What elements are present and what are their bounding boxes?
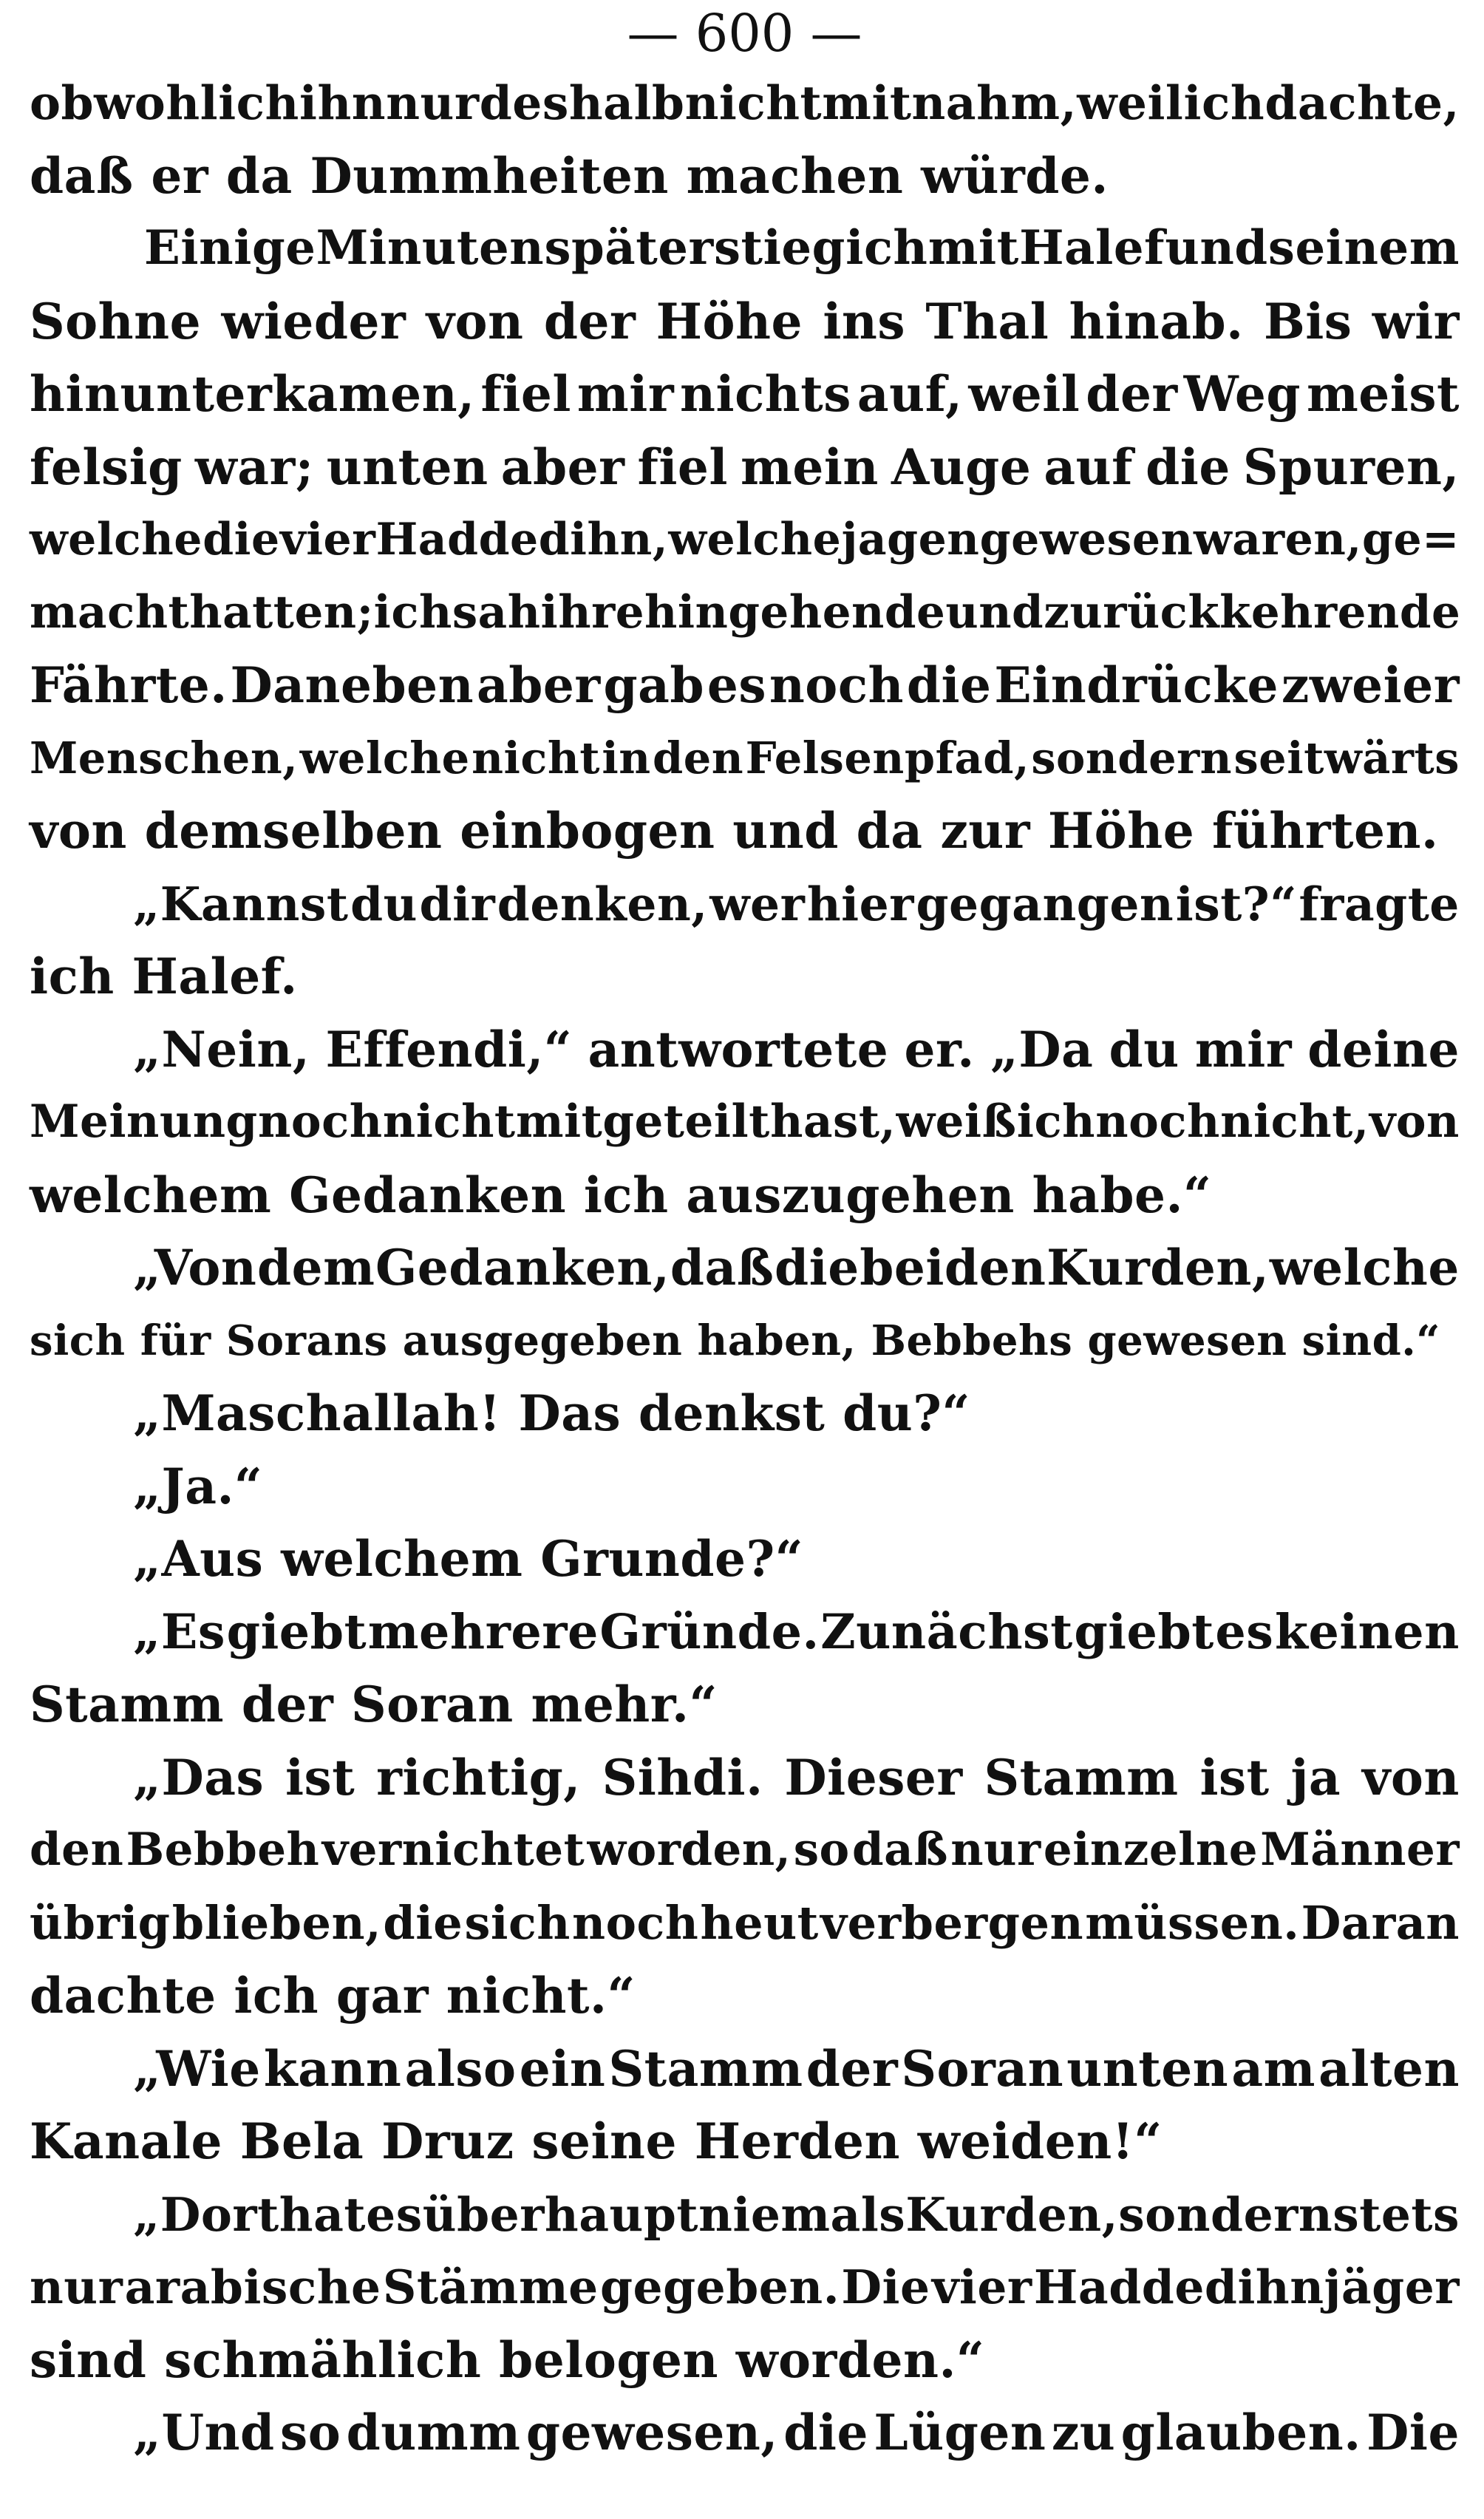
word: verbergen: [820, 1895, 1084, 1950]
word: welche: [668, 514, 842, 565]
word: Meinung: [30, 1095, 258, 1148]
text-line: [30, 722, 1460, 795]
word: waren,: [1193, 514, 1362, 565]
word: nicht.“: [446, 1967, 636, 2025]
word: am: [1231, 2039, 1315, 2098]
word: dir: [419, 876, 496, 931]
word: ich: [845, 220, 928, 276]
word: Gründe.: [599, 1603, 820, 1660]
word: stets: [1332, 2186, 1460, 2242]
word: mit: [928, 220, 1019, 276]
word: hingehende: [644, 585, 946, 639]
word: fragte: [1298, 876, 1460, 931]
word: Soran: [901, 2039, 1064, 2098]
word: auf,: [857, 365, 963, 423]
word: die: [783, 2404, 868, 2461]
text-line: [30, 1231, 1460, 1305]
word: meist: [1306, 365, 1460, 423]
word: ja: [1290, 1748, 1341, 1806]
word: Lügen: [874, 2404, 1046, 2461]
word: „Maschallah!: [133, 1384, 501, 1442]
word: „Aus: [133, 1530, 264, 1588]
word: keinen: [1274, 1603, 1460, 1660]
word: Höhe: [656, 292, 803, 350]
word: wir: [1372, 292, 1460, 350]
word: Halef.: [132, 948, 298, 1005]
word: Kurden,: [905, 2186, 1119, 2242]
word: da: [225, 146, 293, 205]
word: macht: [30, 585, 190, 639]
word: belogen: [499, 2331, 718, 2389]
word: seine: [531, 2112, 678, 2170]
word: sah: [452, 585, 541, 639]
text-line: [30, 1013, 1460, 1087]
word: „Da: [990, 1020, 1094, 1078]
word: den: [30, 1823, 124, 1876]
word: hier: [806, 876, 914, 931]
text-line: [30, 1959, 1460, 2033]
text-line: [30, 67, 1460, 140]
word: Haddedihnjäger: [1033, 2260, 1460, 2314]
word: ich: [1016, 1095, 1095, 1148]
word: daß: [670, 1239, 775, 1296]
word: arabische: [124, 2260, 381, 2314]
word: ge=: [1362, 514, 1460, 565]
word: für: [140, 1316, 211, 1365]
word: seinem: [1267, 220, 1460, 276]
word: Effendi,“: [325, 1020, 573, 1078]
text-line: [30, 2324, 1460, 2397]
word: Die: [1366, 2404, 1460, 2461]
page-body: [30, 67, 1460, 2469]
word: heut: [700, 1895, 819, 1950]
word: ist: [285, 1748, 355, 1806]
word: sondern: [1031, 732, 1233, 783]
word: richtig,: [376, 1748, 581, 1806]
word: Druz: [381, 2112, 514, 2170]
word: es: [707, 656, 766, 714]
word: Soran: [351, 1676, 514, 1733]
word: mir: [1194, 1020, 1293, 1078]
word: daß: [851, 1823, 949, 1876]
word: Minuten: [316, 220, 545, 276]
text-line: [30, 1814, 1460, 1887]
word: Sohne: [30, 292, 202, 350]
word: Daneben: [230, 656, 474, 714]
word: zur: [940, 802, 1031, 860]
word: von: [1362, 1748, 1460, 1806]
word: gewesen: [1087, 1316, 1287, 1365]
word: weil: [968, 365, 1080, 423]
text-line: [30, 649, 1460, 722]
word: der: [241, 1676, 334, 1733]
word: unten: [1066, 2039, 1229, 2098]
word: welche: [1269, 1239, 1460, 1296]
word: fiel: [637, 438, 728, 496]
word: zurückkehrende: [1044, 585, 1461, 639]
word: die: [1146, 438, 1231, 496]
text-line: [30, 940, 1460, 1013]
word: Spuren,: [1242, 438, 1460, 496]
word: du: [350, 876, 418, 931]
word: einbogen: [460, 802, 715, 860]
word: in: [602, 732, 651, 783]
text-line: [30, 2396, 1460, 2469]
word: demselben: [144, 802, 443, 860]
word: obwohl: [30, 75, 219, 130]
word: dachte: [30, 1967, 217, 2025]
word: vernichtet: [321, 1823, 585, 1876]
word: später: [544, 220, 714, 276]
word: schmählich: [164, 2331, 482, 2389]
word: mehrere: [367, 1603, 599, 1660]
text-line: [30, 1887, 1460, 1960]
word: Sorans: [225, 1316, 388, 1365]
word: giebt: [226, 1603, 367, 1660]
text-line: [30, 795, 1460, 868]
word: Weg: [1183, 365, 1301, 423]
word: wer: [709, 876, 806, 931]
text-line: [30, 503, 1460, 577]
word: von: [1369, 1095, 1460, 1148]
word: Bis: [1263, 292, 1352, 350]
word: vier: [279, 514, 376, 565]
word: welchem: [30, 1166, 272, 1224]
word: auszugehen: [686, 1166, 1015, 1224]
word: Thal: [925, 292, 1049, 350]
word: Dieser: [784, 1748, 963, 1806]
text-line: [30, 1741, 1460, 1815]
word: müssen.: [1085, 1895, 1300, 1950]
word: Kurden,: [1046, 1239, 1270, 1296]
word: glauben.: [1120, 2404, 1361, 2461]
word: Daran: [1301, 1895, 1460, 1950]
word: „Von: [133, 1239, 257, 1296]
word: vier: [931, 2260, 1032, 2314]
word: er: [151, 146, 209, 205]
word: nicht: [684, 75, 823, 130]
word: „Kannst: [133, 876, 349, 931]
word: ich: [218, 75, 299, 130]
word: „Das: [133, 1748, 265, 1806]
word: ein: [519, 2039, 606, 2098]
word: daß: [30, 146, 134, 205]
word: machen: [686, 146, 904, 205]
word: gewesen: [979, 514, 1194, 565]
word: kann: [263, 2039, 402, 2098]
word: aber: [476, 656, 601, 714]
word: worden,: [587, 1823, 792, 1876]
word: Männer: [1260, 1823, 1460, 1876]
text-line: [30, 285, 1460, 358]
word: weil: [1077, 75, 1184, 130]
word: blieben,: [171, 1895, 382, 1950]
word: Einige: [144, 220, 316, 276]
word: beiden: [860, 1239, 1046, 1296]
word: gegeben.: [599, 2260, 840, 2314]
word: welche: [30, 514, 202, 565]
word: dumm: [346, 2404, 521, 2461]
text-line: [30, 1086, 1460, 1159]
word: sondern: [1118, 2186, 1333, 2242]
word: Stamm: [30, 1676, 225, 1733]
word: nicht: [472, 732, 600, 783]
word: und: [732, 802, 839, 860]
text-line: [30, 577, 1460, 650]
word: deine: [1307, 1020, 1460, 1078]
word: ich: [1183, 75, 1265, 130]
word: „Und: [133, 2404, 275, 2461]
word: „Wie: [133, 2039, 261, 2098]
word: von: [30, 802, 127, 860]
word: Bela: [239, 2112, 364, 2170]
word: es: [366, 2186, 423, 2242]
word: worden.“: [735, 2331, 985, 2389]
word: weiß: [896, 1095, 1017, 1148]
text-line: [30, 868, 1460, 941]
word: die: [774, 1239, 860, 1296]
word: welchem: [281, 1530, 523, 1588]
word: nur: [950, 1823, 1041, 1876]
word: Menschen,: [30, 732, 299, 783]
word: habe.“: [1032, 1166, 1212, 1224]
word: denken,: [497, 876, 708, 931]
word: nur: [386, 75, 480, 130]
word: dachte,: [1265, 75, 1460, 130]
word: giebt: [1074, 1603, 1214, 1660]
word: nicht: [382, 1095, 516, 1148]
text-line: [30, 1377, 1460, 1450]
word: alten: [1318, 2039, 1460, 2098]
text-line: [30, 212, 1460, 285]
word: wieder: [221, 292, 406, 350]
word: übrig: [30, 1895, 171, 1950]
word: hinab.: [1069, 292, 1244, 350]
word: Grunde?“: [540, 1530, 804, 1588]
word: sind.“: [1301, 1316, 1441, 1365]
word: und: [1165, 220, 1268, 276]
page-number: — 600 —: [627, 3, 862, 64]
word: Sihdi.: [602, 1748, 763, 1806]
word: mir: [576, 365, 675, 423]
word: der: [543, 292, 636, 350]
word: welche: [299, 732, 470, 783]
word: Bebbehs: [871, 1316, 1073, 1365]
word: Fährte.: [30, 656, 228, 714]
word: nichts: [680, 365, 851, 423]
word: so: [793, 1823, 850, 1876]
word: antwortete: [588, 1020, 889, 1078]
word: überhaupt: [422, 2186, 698, 2242]
word: Halef: [1019, 220, 1165, 276]
word: war;: [194, 438, 314, 496]
word: Haddedihn,: [375, 514, 669, 565]
text-line: [30, 2251, 1460, 2324]
word: aber: [500, 438, 625, 496]
word: stieg: [713, 220, 845, 276]
word: „Ja.“: [133, 1457, 263, 1515]
word: nur: [30, 2260, 123, 2314]
word: haben,: [697, 1316, 857, 1365]
word: die: [906, 656, 992, 714]
word: und: [945, 585, 1044, 639]
word: zweier: [1281, 656, 1460, 714]
word: Eindrücke: [994, 656, 1279, 714]
word: Höhe: [1047, 802, 1195, 860]
word: würde.: [921, 146, 1109, 205]
word: den: [653, 732, 744, 783]
word: noch: [572, 1895, 699, 1950]
word: gegangen: [916, 876, 1174, 931]
word: da: [856, 802, 923, 860]
word: ich: [234, 1967, 319, 2025]
word: „Nein,: [133, 1020, 310, 1078]
word: ist?“: [1175, 876, 1297, 931]
word: deshalb: [479, 75, 685, 130]
word: ihre: [540, 585, 645, 639]
word: es: [1215, 1603, 1274, 1660]
word: sind: [30, 2331, 147, 2389]
word: führten.: [1211, 802, 1439, 860]
text-line: [30, 140, 1460, 213]
word: noch: [258, 1095, 383, 1148]
word: zu: [1051, 2404, 1116, 2461]
word: der: [806, 2039, 899, 2098]
word: also: [404, 2039, 517, 2098]
word: gab: [603, 656, 705, 714]
text-line: [30, 358, 1460, 431]
word: noch: [769, 656, 904, 714]
word: Die: [841, 2260, 930, 2314]
word: die: [383, 1895, 463, 1950]
word: du: [1109, 1020, 1180, 1078]
word: ich: [373, 585, 452, 639]
word: ihn: [299, 75, 387, 130]
word: mehr.“: [531, 1676, 718, 1733]
word: so: [280, 2404, 341, 2461]
word: von: [426, 292, 524, 350]
word: Felsenpfad,: [745, 732, 1029, 783]
text-line: [30, 1523, 1460, 1596]
word: ins: [823, 292, 906, 350]
word: jagen: [841, 514, 980, 565]
word: auf: [1044, 438, 1134, 496]
word: Stämme: [382, 2260, 599, 2314]
word: er.: [904, 1020, 975, 1078]
word: hat: [279, 2186, 367, 2242]
word: niemals: [698, 2186, 906, 2242]
text-line: [30, 1596, 1460, 1669]
word: „Dort: [133, 2186, 279, 2242]
word: fiel: [480, 365, 571, 423]
word: ausgegeben: [402, 1316, 683, 1365]
text-line: [30, 2033, 1460, 2106]
word: Gedanken: [289, 1166, 567, 1224]
text-line: [30, 2178, 1460, 2251]
word: sich: [30, 1316, 126, 1365]
word: Gedanken,: [375, 1239, 670, 1296]
word: hatten;: [189, 585, 374, 639]
word: Dummheiten: [310, 146, 669, 205]
word: felsig: [30, 438, 183, 496]
word: mitnahm,: [822, 75, 1078, 130]
word: Kanale: [30, 2112, 222, 2170]
book-page: [30, 0, 1460, 2519]
text-line: [30, 431, 1460, 504]
text-line: [30, 2105, 1460, 2178]
text-line: [30, 1450, 1460, 1523]
word: dem: [256, 1239, 375, 1296]
word: Das: [518, 1384, 622, 1442]
word: „Es: [133, 1603, 226, 1660]
word: ich: [30, 948, 115, 1005]
word: einzelne: [1043, 1823, 1259, 1876]
word: Bebbeh: [126, 1823, 320, 1876]
word: hinunterkamen,: [30, 365, 475, 423]
word: Zunächst: [820, 1603, 1073, 1660]
word: Stamm: [984, 1748, 1179, 1806]
word: unten: [326, 438, 489, 496]
word: hast,: [770, 1095, 896, 1148]
word: der: [1086, 365, 1178, 423]
word: nicht,: [1220, 1095, 1369, 1148]
word: noch: [1095, 1095, 1220, 1148]
text-line: [30, 1668, 1460, 1741]
word: seitwärts: [1233, 732, 1460, 783]
word: die: [202, 514, 280, 565]
word: ich: [583, 1166, 669, 1224]
word: gar: [336, 1967, 429, 2025]
text-line: [30, 1305, 1460, 1378]
text-line: [30, 1159, 1460, 1232]
word: weiden!“: [917, 2112, 1163, 2170]
word: mitgeteilt: [515, 1095, 770, 1148]
word: sich: [464, 1895, 571, 1950]
word: du?“: [843, 1384, 970, 1442]
word: gewesen,: [525, 2404, 778, 2461]
word: Herden: [694, 2112, 901, 2170]
word: Auge: [891, 438, 1032, 496]
word: ist: [1199, 1748, 1270, 1806]
word: Stamm: [608, 2039, 803, 2098]
word: denkst: [638, 1384, 826, 1442]
word: mein: [741, 438, 879, 496]
